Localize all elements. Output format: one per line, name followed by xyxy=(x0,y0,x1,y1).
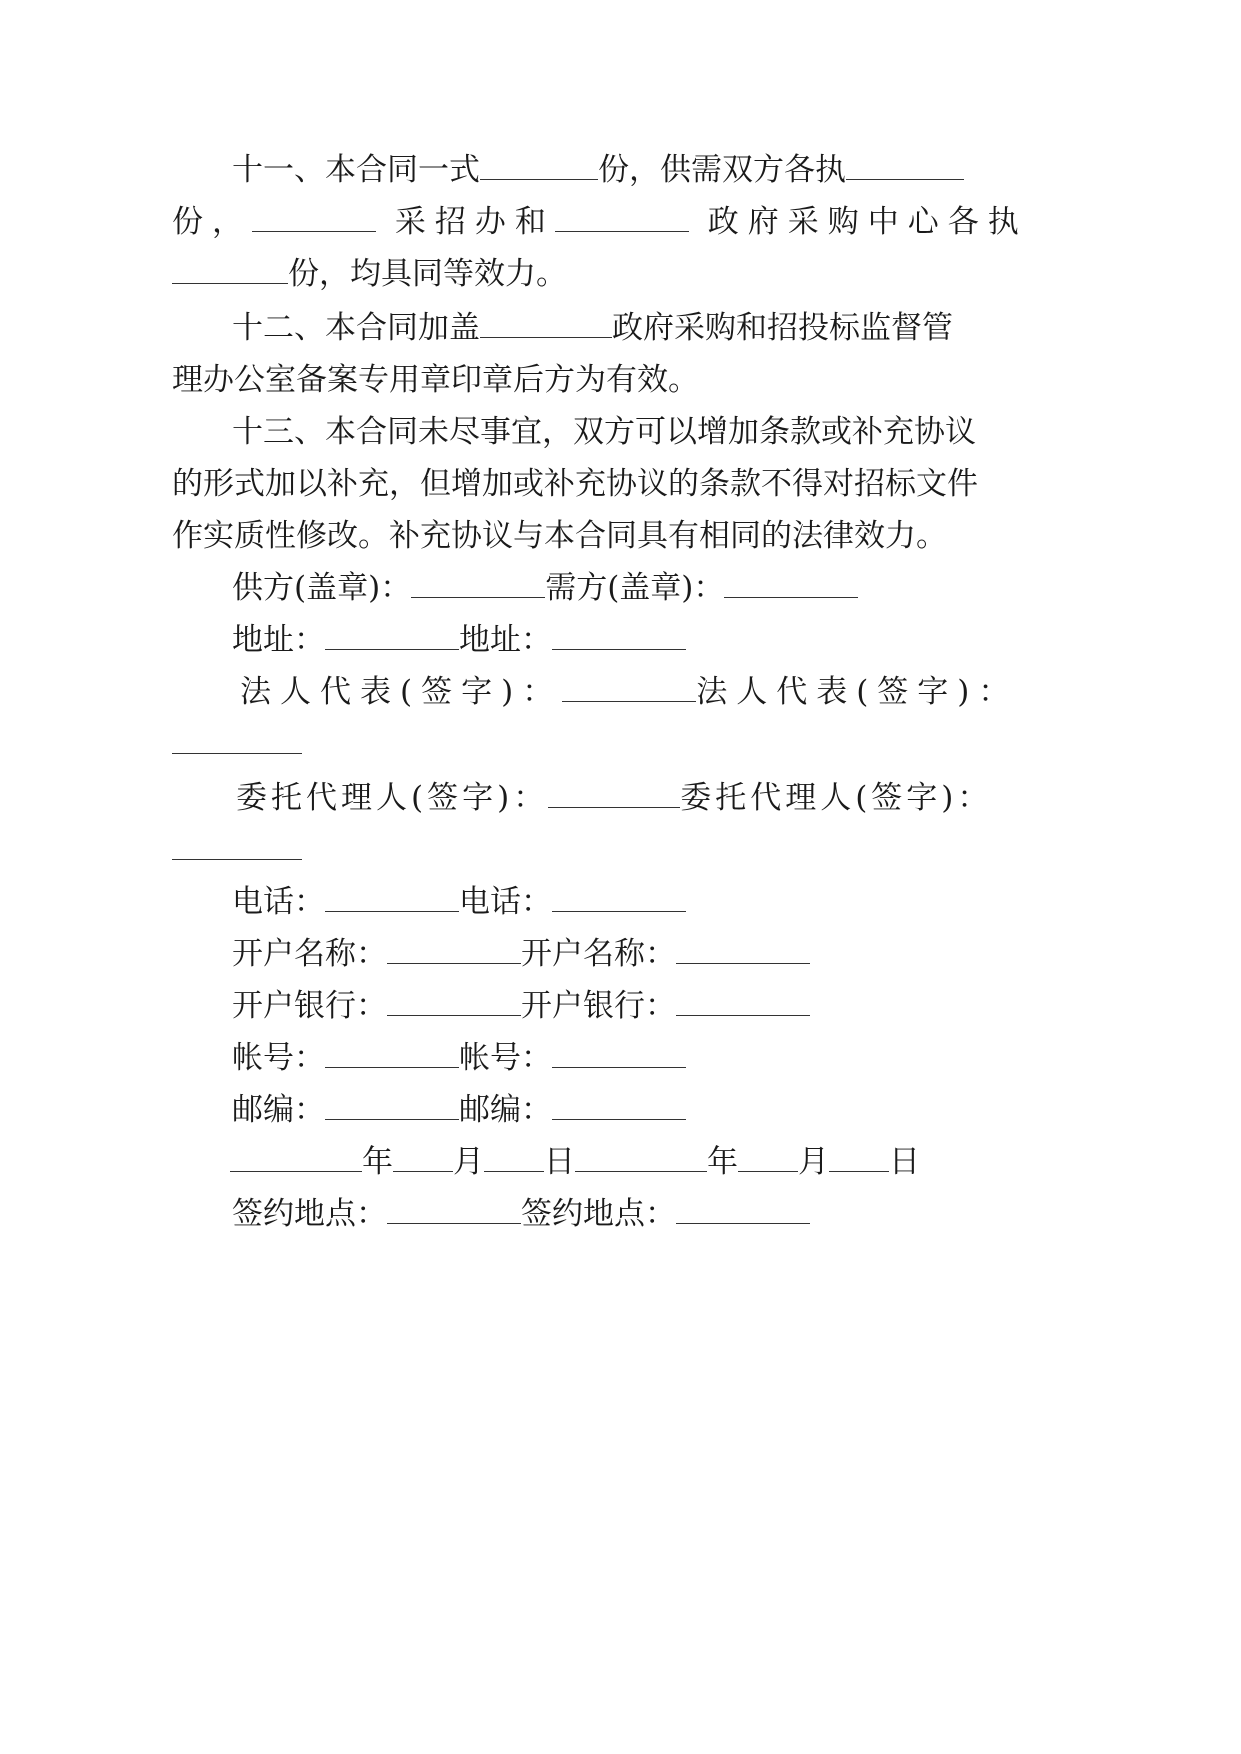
supplier-legal-rep-blank xyxy=(562,673,696,702)
buyer-month-label: 月 xyxy=(798,1144,829,1180)
clause-11-text: 十一、本合同一式 xyxy=(232,152,480,188)
buyer-account-name-label: 开户名称： xyxy=(521,936,676,972)
legal-rep-row xyxy=(240,672,1018,712)
buyer-legal-rep-label: 法人代表(签字)： xyxy=(696,674,1019,710)
buyer-day-label: 日 xyxy=(889,1144,920,1180)
buyer-agent-label: 委托代理人(签字)： xyxy=(680,780,993,816)
sign-place-row xyxy=(232,1194,810,1234)
supplier-agent-label: 委托代理人(签字)： xyxy=(236,780,549,816)
supplier-bank-label: 开户银行： xyxy=(232,988,387,1024)
buyer-account-name-blank xyxy=(676,935,810,964)
buyer-sign-place-label: 签约地点： xyxy=(521,1196,676,1232)
procurement-center-blank xyxy=(555,203,689,232)
copies-total-blank xyxy=(480,151,598,180)
clause-11-line-3 xyxy=(172,254,567,294)
clause-13-line-1 xyxy=(232,412,976,452)
clause-11-text-c: 份， xyxy=(172,204,252,240)
clause-13-line-2 xyxy=(172,464,978,504)
clause-11-text-b: 份，供需双方各执 xyxy=(598,152,846,188)
buyer-account-no-label: 帐号： xyxy=(459,1040,552,1076)
supplier-agent-blank xyxy=(548,779,680,808)
supplier-month-label: 月 xyxy=(453,1144,484,1180)
supplier-phone-blank xyxy=(325,883,459,912)
postcode-row xyxy=(232,1090,686,1130)
phone-row xyxy=(232,882,686,922)
clause-13-line-3 xyxy=(172,516,947,556)
agent-row xyxy=(236,778,992,818)
supplier-sign-place-label: 签约地点： xyxy=(232,1196,387,1232)
supplier-phone-label: 电话： xyxy=(232,884,325,920)
clause-13-text: 十三、本合同未尽事宜，双方可以增加条款或补充协议 xyxy=(232,414,976,450)
supplier-seal-label: 供方(盖章)： xyxy=(232,570,412,606)
bank-row xyxy=(232,986,810,1026)
buyer-agent-blank xyxy=(172,831,302,860)
supplier-account-name-label: 开户名称： xyxy=(232,936,387,972)
supplier-day-label: 日 xyxy=(544,1144,575,1180)
clause-11-line-2 xyxy=(172,202,1028,242)
buyer-year-blank xyxy=(575,1143,707,1172)
buyer-postcode-blank xyxy=(552,1091,686,1120)
supplier-address-label: 地址： xyxy=(232,622,325,658)
clause-11-line-1 xyxy=(232,150,964,190)
buyer-year-label: 年 xyxy=(707,1144,738,1180)
copies-center-blank xyxy=(172,255,288,284)
buyer-phone-blank xyxy=(552,883,686,912)
clause-12-line-1 xyxy=(232,308,953,348)
supplier-bank-blank xyxy=(387,987,521,1016)
supplier-month-blank xyxy=(393,1143,453,1172)
supervision-office-blank xyxy=(480,309,612,338)
clause-12-line-2 xyxy=(172,360,699,400)
clause-13-text-b: 的形式加以补充，但增加或补充协议的条款不得对招标文件 xyxy=(172,466,978,502)
supplier-account-no-blank xyxy=(325,1039,459,1068)
supplier-year-label: 年 xyxy=(362,1144,393,1180)
buyer-month-blank xyxy=(738,1143,798,1172)
supplier-sign-place-blank xyxy=(387,1195,521,1224)
legal-rep-row-2 xyxy=(172,724,302,764)
clause-13-text-c: 作实质性修改。补充协议与本合同具有相同的法律效力。 xyxy=(172,518,947,554)
address-row xyxy=(232,620,686,660)
supplier-account-name-blank xyxy=(387,935,521,964)
seal-row xyxy=(232,568,858,608)
supplier-legal-rep-label: 法人代表(签字)： xyxy=(240,674,563,710)
supplier-account-no-label: 帐号： xyxy=(232,1040,325,1076)
buyer-day-blank xyxy=(829,1143,889,1172)
buyer-address-blank xyxy=(552,621,686,650)
supplier-postcode-label: 邮编： xyxy=(232,1092,325,1128)
buyer-sign-place-blank xyxy=(676,1195,810,1224)
buyer-legal-rep-blank xyxy=(172,725,302,754)
clause-12-text-c: 理办公室备案专用章印章后方为有效。 xyxy=(172,362,699,398)
copies-each-party-blank xyxy=(846,151,964,180)
buyer-account-no-blank xyxy=(552,1039,686,1068)
supplier-postcode-blank xyxy=(325,1091,459,1120)
agent-row-2 xyxy=(172,830,302,870)
buyer-address-label: 地址： xyxy=(459,622,552,658)
buyer-postcode-label: 邮编： xyxy=(459,1092,552,1128)
account-name-row xyxy=(232,934,810,974)
clause-11-text-f: 份，均具同等效力。 xyxy=(288,256,567,292)
supplier-year-blank xyxy=(230,1143,362,1172)
clause-12-text: 十二、本合同加盖 xyxy=(232,310,480,346)
supplier-seal-blank xyxy=(411,569,545,598)
buyer-seal-blank xyxy=(724,569,858,598)
date-row xyxy=(230,1142,920,1182)
buyer-bank-label: 开户银行： xyxy=(521,988,676,1024)
supplier-address-blank xyxy=(325,621,459,650)
supplier-day-blank xyxy=(484,1143,544,1172)
buyer-seal-label: 需方(盖章)： xyxy=(545,570,725,606)
buyer-bank-blank xyxy=(676,987,810,1016)
account-no-row xyxy=(232,1038,686,1078)
clause-12-text-b: 政府采购和招投标监督管 xyxy=(612,310,953,346)
buyer-phone-label: 电话： xyxy=(459,884,552,920)
clause-11-text-e: 政府采购中心各执 xyxy=(707,204,1028,240)
procurement-office-blank xyxy=(252,203,376,232)
clause-11-text-d: 采招办和 xyxy=(394,204,555,240)
